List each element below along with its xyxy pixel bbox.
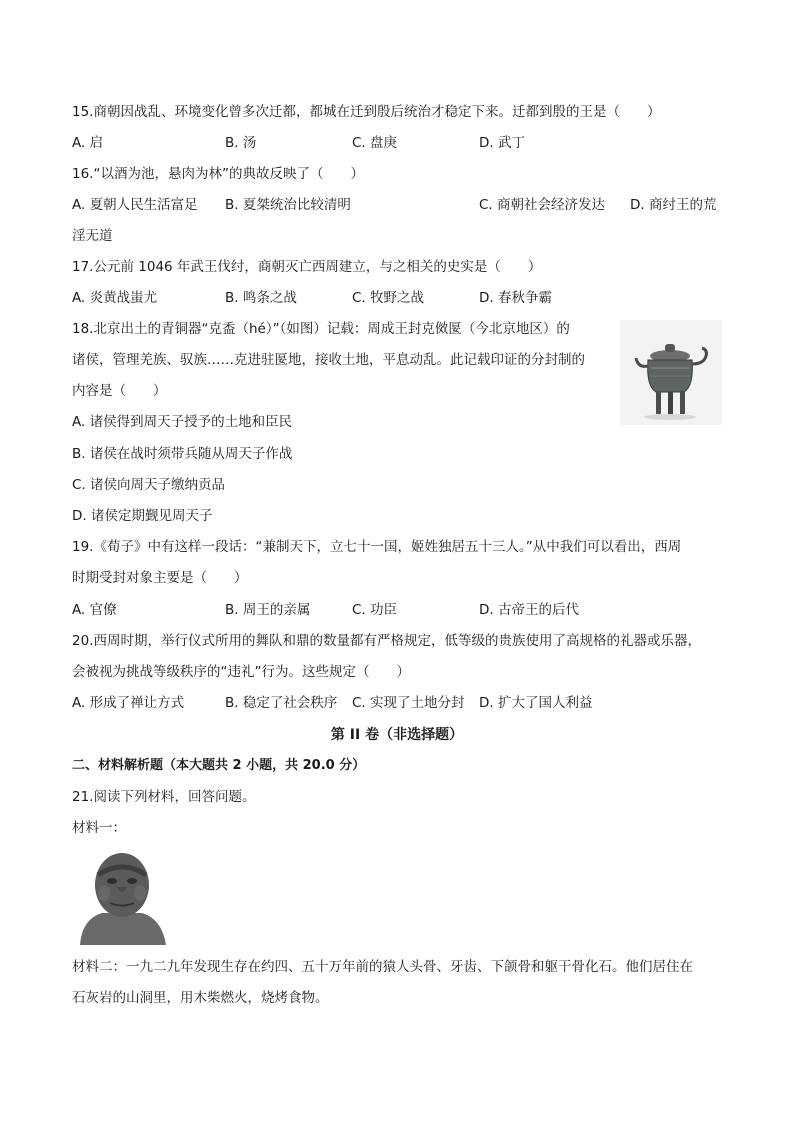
q20-option-a: A. 形成了禅让方式 [72, 695, 185, 711]
q17-option-c: C. 牧野之战 [352, 290, 425, 306]
q15-option-b: B. 汤 [225, 135, 257, 151]
q16-stem: 16.“以酒为池，悬肉为林”的典故反映了（ ） [72, 166, 364, 182]
q15-option-d: D. 武丁 [479, 135, 525, 151]
q18-option-a: A. 诸侯得到周天子授予的土地和臣民 [72, 414, 293, 430]
q18-stem-line-3: 内容是（ ） [72, 383, 167, 399]
material-one-label: 材料一： [72, 820, 126, 836]
q17-option-b: B. 鸣条之战 [225, 290, 297, 306]
q19-stem-line-1: 19.《荀子》中有这样一段话：“兼制天下，立七十一国，姬姓独居五十三人。”从中我们可以看出，西周 [72, 539, 682, 555]
q18-option-d: D. 诸侯定期觐见周天子 [72, 508, 213, 524]
q19-option-d: D. 古帝王的后代 [479, 602, 579, 618]
q15-option-c: C. 盘庚 [352, 135, 398, 151]
q17-stem: 17.公元前 1046 年武王伐纣，商朝灭亡西周建立，与之相关的史实是（ ） [72, 259, 542, 275]
q20-option-b: B. 稳定了社会秩序 [225, 695, 338, 711]
material-two-line-1: 材料二：一九二九年发现生存在约四、五十万年前的猿人头骨、牙齿、下颌骨和躯干骨化石。他们居住在 [72, 959, 693, 975]
q15-stem: 15.商朝因战乱、环境变化曾多次迁都，都城在迁到殷后统治才稳定下来。迁都到殷的王是（ ） [72, 104, 661, 120]
q17-option-a: A. 炎黄战蚩尤 [72, 290, 158, 306]
q19-option-c: C. 功臣 [352, 602, 398, 618]
material-two-line-2: 石灰岩的山洞里，用木柴燃火，烧烤食物。 [72, 990, 329, 1006]
q19-option-a: A. 官僚 [72, 602, 117, 618]
part-two-title: 第 II 卷（非选择题） [330, 727, 464, 743]
q16-option-a: A. 夏朝人民生活富足 [72, 197, 198, 213]
q18-stem-line-1: 18.北京出土的青铜器“克盉（hé）”（如图）记载：周成王封克傚匽（今北京地区）的 [72, 321, 570, 337]
q20-stem-line-1: 20.西周时期，举行仪式所用的舞队和鼎的数量都有严格规定，低等级的贵族使用了高规格的礼器或乐器， [72, 633, 701, 649]
q16-option-d: D. 商纣王的荒 [630, 197, 717, 213]
bronze-vessel-image [620, 320, 722, 425]
q18-stem-line-2: 诸侯，管理羌族、驭族……克进驻匽地，接收土地，平息动乱。此记载印证的分封制的 [72, 352, 585, 368]
q19-option-b: B. 周王的亲属 [225, 602, 311, 618]
q19-stem-line-2: 时期受封对象主要是（ ） [72, 570, 248, 586]
section-two-heading: 二、材料解析题（本大题共 2 小题，共 20.0 分） [72, 758, 366, 773]
q18-option-c: C. 诸侯向周天子缴纳贡品 [72, 477, 226, 493]
q20-option-d: D. 扩大了国人利益 [479, 695, 593, 711]
q20-option-c: C. 实现了土地分封 [352, 695, 465, 711]
q16-option-d-continuation: 淫无道 [72, 228, 113, 244]
q16-option-b: B. 夏桀统治比较清明 [225, 197, 351, 213]
peking-man-bust-icon [72, 845, 172, 945]
q18-option-b: B. 诸侯在战时须带兵随从周天子作战 [72, 446, 293, 462]
q17-option-d: D. 春秋争霸 [479, 290, 552, 306]
q20-stem-line-2: 会被视为挑战等级秩序的“违礼”行为。这些规定（ ） [72, 664, 410, 680]
q21-stem: 21.阅读下列材料，回答问题。 [72, 789, 256, 805]
bronze-vessel-icon [620, 320, 722, 425]
peking-man-image [72, 845, 172, 945]
q16-option-c: C. 商朝社会经济发达 [479, 197, 606, 213]
q15-option-a: A. 启 [72, 135, 104, 151]
